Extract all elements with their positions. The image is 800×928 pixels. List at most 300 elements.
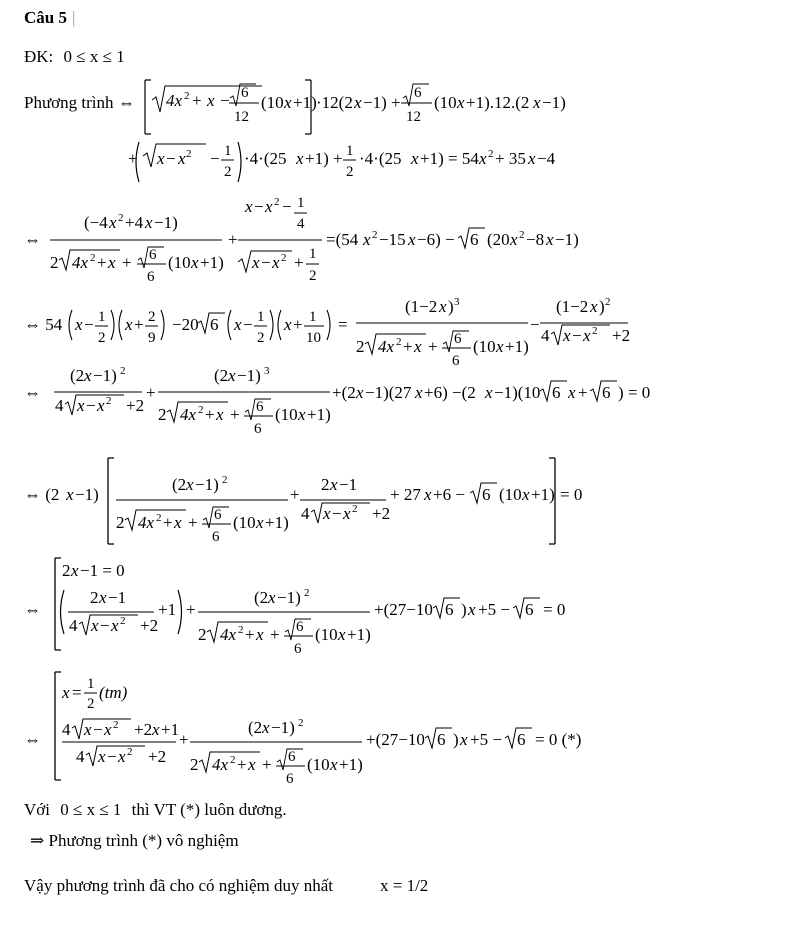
svg-text:−4: −4 bbox=[537, 149, 556, 168]
svg-text:+: + bbox=[128, 149, 138, 168]
svg-text:4x: 4x bbox=[212, 755, 229, 774]
svg-text:+1) +: +1) + bbox=[305, 149, 343, 168]
svg-text:(10: (10 bbox=[434, 93, 457, 112]
svg-text:x: x bbox=[496, 337, 504, 356]
question-heading: Câu 5 bbox=[24, 8, 67, 27]
svg-text:x: x bbox=[186, 475, 194, 494]
svg-text:2: 2 bbox=[156, 512, 162, 524]
svg-text:−: − bbox=[572, 326, 582, 345]
svg-text:2: 2 bbox=[396, 336, 402, 348]
svg-text:+(27−10: +(27−10 bbox=[374, 600, 433, 619]
svg-text:⇔: ⇔ bbox=[24, 383, 41, 402]
svg-text:2: 2 bbox=[198, 404, 204, 416]
svg-text:+1): +1) bbox=[505, 337, 529, 356]
svg-text:x: x bbox=[411, 149, 419, 168]
svg-text:6: 6 bbox=[256, 399, 264, 415]
svg-text:x: x bbox=[415, 383, 423, 402]
step4 bbox=[24, 365, 650, 437]
svg-text:x: x bbox=[485, 383, 493, 402]
step5 bbox=[24, 458, 582, 545]
svg-text:x: x bbox=[99, 588, 107, 607]
svg-text:−1): −1) bbox=[555, 230, 579, 249]
svg-text:+6) −(2: +6) −(2 bbox=[424, 383, 476, 402]
svg-text:(2: (2 bbox=[248, 718, 263, 737]
svg-text:6: 6 bbox=[286, 771, 294, 787]
svg-text:·4·(25: ·4·(25 bbox=[359, 149, 402, 168]
svg-text:): ) bbox=[448, 297, 454, 316]
implication: ⇒ Phương trình (*) vô nghiệm bbox=[30, 831, 239, 850]
svg-text:x: x bbox=[583, 326, 591, 345]
svg-text:2: 2 bbox=[298, 717, 304, 729]
svg-text:(10: (10 bbox=[473, 337, 496, 356]
svg-text:+: + bbox=[205, 405, 215, 424]
svg-text:6: 6 bbox=[452, 353, 460, 369]
svg-text:x: x bbox=[245, 197, 253, 216]
conclusion-text: Vậy phương trình đã cho có nghiệm duy nhất bbox=[24, 876, 334, 895]
svg-text:x: x bbox=[256, 513, 264, 532]
svg-text:2: 2 bbox=[113, 719, 119, 731]
svg-text:6: 6 bbox=[482, 485, 491, 504]
svg-text:x: x bbox=[354, 93, 362, 112]
svg-text:+1): +1) bbox=[265, 513, 289, 532]
svg-text:6: 6 bbox=[414, 85, 422, 101]
svg-text:x: x bbox=[330, 475, 338, 494]
svg-text:2: 2 bbox=[224, 164, 232, 180]
svg-text:x: x bbox=[97, 396, 105, 415]
step1-line2 bbox=[128, 142, 556, 182]
svg-text:6: 6 bbox=[210, 315, 219, 334]
svg-text:+: + bbox=[262, 755, 272, 774]
svg-text:x: x bbox=[77, 396, 85, 415]
svg-text:+: + bbox=[188, 513, 198, 532]
svg-text:6: 6 bbox=[147, 269, 155, 285]
svg-text:4x: 4x bbox=[180, 405, 197, 424]
svg-text:+1): +1) bbox=[347, 625, 371, 644]
svg-text:4: 4 bbox=[541, 326, 550, 345]
svg-text:(tm): (tm) bbox=[99, 683, 128, 702]
svg-text:9: 9 bbox=[148, 330, 156, 346]
svg-text:x: x bbox=[414, 337, 422, 356]
svg-text:(10: (10 bbox=[261, 93, 284, 112]
svg-text:): ) bbox=[453, 730, 459, 749]
svg-text:2: 2 bbox=[190, 755, 199, 774]
svg-text:2: 2 bbox=[238, 624, 244, 636]
svg-text:=(54: =(54 bbox=[326, 230, 359, 249]
svg-text:4x: 4x bbox=[378, 337, 395, 356]
svg-text:−6) −: −6) − bbox=[417, 230, 455, 249]
svg-text:+: + bbox=[228, 230, 238, 249]
svg-text:(2: (2 bbox=[214, 366, 229, 385]
svg-text:x: x bbox=[91, 616, 99, 635]
svg-text:2: 2 bbox=[222, 474, 228, 486]
remark-range: 0 ≤ x ≤ 1 bbox=[60, 800, 122, 819]
svg-text:4x: 4x bbox=[166, 91, 183, 110]
svg-text:+: + bbox=[186, 600, 196, 619]
svg-text:6: 6 bbox=[288, 749, 296, 765]
svg-text:+: + bbox=[146, 383, 156, 402]
svg-text:x: x bbox=[62, 683, 70, 702]
svg-text:+2: +2 bbox=[126, 396, 145, 415]
svg-text:x: x bbox=[323, 504, 331, 523]
svg-text:6: 6 bbox=[602, 383, 611, 402]
conclusion-answer: x = 1/2 bbox=[380, 876, 429, 895]
svg-text:+: + bbox=[293, 315, 303, 334]
svg-text:+2: +2 bbox=[148, 747, 167, 766]
svg-text:(10: (10 bbox=[233, 513, 256, 532]
svg-text:4: 4 bbox=[76, 747, 85, 766]
remark-suffix: thì VT (*) luôn dương. bbox=[131, 800, 287, 819]
svg-text:6: 6 bbox=[454, 331, 462, 347]
svg-text:x: x bbox=[424, 485, 432, 504]
svg-text:2: 2 bbox=[50, 253, 59, 272]
svg-text:+ 27: + 27 bbox=[390, 485, 421, 504]
svg-text:1: 1 bbox=[257, 309, 265, 325]
svg-text:=: = bbox=[72, 683, 82, 702]
svg-text:x: x bbox=[563, 326, 571, 345]
step6 bbox=[24, 558, 565, 657]
svg-text:+2: +2 bbox=[612, 326, 631, 345]
svg-text:4: 4 bbox=[62, 720, 71, 739]
svg-text:x: x bbox=[178, 149, 186, 168]
svg-text:x: x bbox=[330, 755, 338, 774]
svg-text:4: 4 bbox=[55, 396, 64, 415]
svg-text:x: x bbox=[533, 93, 541, 112]
svg-text:x: x bbox=[98, 747, 106, 766]
svg-text:x: x bbox=[298, 405, 306, 424]
svg-text:−: − bbox=[243, 315, 253, 334]
svg-text:·4·(25: ·4·(25 bbox=[244, 149, 287, 168]
svg-text:2: 2 bbox=[304, 587, 310, 599]
svg-text:+: + bbox=[97, 253, 107, 272]
svg-text:2: 2 bbox=[519, 229, 525, 241]
svg-text:+: + bbox=[290, 485, 300, 504]
svg-text:x: x bbox=[408, 230, 416, 249]
svg-text:⇔: ⇔ bbox=[24, 600, 41, 619]
svg-text:2: 2 bbox=[87, 696, 95, 712]
svg-text:+5 −: +5 − bbox=[470, 730, 502, 749]
svg-text:2: 2 bbox=[346, 164, 354, 180]
svg-text:x: x bbox=[104, 720, 112, 739]
svg-text:2: 2 bbox=[158, 405, 167, 424]
svg-text:−: − bbox=[332, 504, 342, 523]
svg-text:+6 −: +6 − bbox=[433, 485, 465, 504]
svg-text:⇔: ⇔ bbox=[24, 230, 41, 249]
svg-text:−15: −15 bbox=[379, 230, 406, 249]
svg-text:+1: +1 bbox=[158, 600, 177, 619]
svg-text:x: x bbox=[207, 91, 215, 110]
svg-text:−1): −1) bbox=[237, 366, 261, 385]
svg-text:2: 2 bbox=[90, 588, 99, 607]
svg-text:+(27−10: +(27−10 bbox=[366, 730, 425, 749]
svg-text:−1: −1 bbox=[108, 588, 127, 607]
svg-text:x: x bbox=[284, 93, 292, 112]
svg-text:4: 4 bbox=[301, 504, 310, 523]
svg-text:x: x bbox=[590, 297, 598, 316]
svg-text:x: x bbox=[66, 485, 74, 504]
svg-text:−: − bbox=[210, 149, 220, 168]
svg-text:+: + bbox=[245, 625, 255, 644]
svg-text:x: x bbox=[228, 366, 236, 385]
step1-line1 bbox=[118, 80, 566, 134]
svg-text:+2: +2 bbox=[140, 616, 159, 635]
svg-text:x: x bbox=[109, 213, 117, 232]
svg-text:2: 2 bbox=[62, 561, 71, 580]
svg-text:x: x bbox=[363, 230, 371, 249]
domain-label: ĐK: bbox=[24, 47, 54, 66]
svg-text:x: x bbox=[284, 315, 292, 334]
step7 bbox=[24, 672, 581, 787]
svg-text:6: 6 bbox=[149, 247, 157, 263]
svg-text:(1−2: (1−2 bbox=[556, 297, 589, 316]
svg-text:2: 2 bbox=[127, 746, 133, 758]
svg-text:x: x bbox=[75, 315, 83, 334]
svg-text:(2: (2 bbox=[172, 475, 187, 494]
svg-text:= 0: = 0 bbox=[560, 485, 583, 504]
svg-text:+2: +2 bbox=[372, 504, 391, 523]
svg-text:+: + bbox=[163, 513, 173, 532]
svg-text:x: x bbox=[125, 315, 133, 334]
svg-text:x: x bbox=[152, 720, 160, 739]
svg-text:−: − bbox=[86, 396, 96, 415]
svg-text:2: 2 bbox=[309, 268, 317, 284]
svg-text:2: 2 bbox=[592, 325, 598, 337]
svg-text:2: 2 bbox=[230, 754, 236, 766]
svg-text:2: 2 bbox=[352, 503, 358, 515]
svg-text:2: 2 bbox=[356, 337, 365, 356]
remark-prefix: Với bbox=[24, 800, 50, 819]
svg-text:x: x bbox=[272, 253, 280, 272]
svg-text:x: x bbox=[252, 253, 260, 272]
svg-text:2: 2 bbox=[120, 615, 126, 627]
svg-text:2: 2 bbox=[274, 196, 280, 208]
svg-text:+: + bbox=[179, 730, 189, 749]
svg-text:⇔: ⇔ bbox=[24, 730, 41, 749]
svg-text:1: 1 bbox=[224, 143, 232, 159]
svg-text:4: 4 bbox=[69, 616, 78, 635]
svg-text:−1): −1) bbox=[93, 366, 117, 385]
svg-text:x: x bbox=[248, 755, 256, 774]
svg-text:+2: +2 bbox=[134, 720, 153, 739]
svg-text:2: 2 bbox=[116, 513, 125, 532]
svg-text:4x: 4x bbox=[72, 253, 89, 272]
svg-text:+1).12.(2: +1).12.(2 bbox=[466, 93, 530, 112]
svg-text:x: x bbox=[296, 149, 304, 168]
svg-text:2: 2 bbox=[148, 309, 156, 325]
svg-text:x: x bbox=[145, 213, 153, 232]
svg-text:x: x bbox=[457, 93, 465, 112]
svg-text:6: 6 bbox=[296, 619, 304, 635]
svg-text:+: + bbox=[134, 315, 144, 334]
svg-text:2: 2 bbox=[118, 212, 124, 224]
svg-text:−1): −1) bbox=[542, 93, 566, 112]
svg-text:−: − bbox=[220, 91, 230, 110]
svg-text:2: 2 bbox=[120, 365, 126, 377]
svg-text:−: − bbox=[100, 616, 110, 635]
svg-text:x: x bbox=[460, 730, 468, 749]
svg-text:): ) bbox=[599, 297, 605, 316]
svg-text:+: + bbox=[230, 405, 240, 424]
svg-text:x: x bbox=[118, 747, 126, 766]
svg-text:1: 1 bbox=[309, 309, 317, 325]
svg-text:−8: −8 bbox=[526, 230, 545, 249]
svg-text:1: 1 bbox=[87, 676, 95, 692]
step3 bbox=[24, 296, 630, 369]
svg-text:+1) = 54: +1) = 54 bbox=[420, 149, 479, 168]
svg-text:6: 6 bbox=[241, 85, 249, 101]
svg-text:+1): +1) bbox=[307, 405, 331, 424]
svg-text:x: x bbox=[568, 383, 576, 402]
svg-text:2: 2 bbox=[184, 90, 190, 102]
svg-text:+: + bbox=[578, 383, 588, 402]
svg-text:1: 1 bbox=[346, 143, 354, 159]
svg-text:−1: −1 bbox=[339, 475, 358, 494]
svg-text:+1): +1) bbox=[293, 93, 317, 112]
svg-text:10: 10 bbox=[306, 330, 321, 346]
svg-text:(10: (10 bbox=[275, 405, 298, 424]
svg-text:6: 6 bbox=[437, 730, 446, 749]
svg-text:x: x bbox=[111, 616, 119, 635]
svg-text:−: − bbox=[261, 253, 271, 272]
svg-text:(10: (10 bbox=[168, 253, 191, 272]
svg-text:−1) +: −1) + bbox=[363, 93, 401, 112]
svg-text:x: x bbox=[84, 720, 92, 739]
svg-text:+1): +1) bbox=[200, 253, 224, 272]
svg-text:−: − bbox=[254, 197, 264, 216]
svg-text:2: 2 bbox=[605, 296, 611, 308]
svg-text:x: x bbox=[439, 297, 447, 316]
svg-text:6: 6 bbox=[254, 421, 262, 437]
svg-text:x: x bbox=[174, 513, 182, 532]
svg-text:) = 0: ) = 0 bbox=[618, 383, 651, 402]
svg-text:6: 6 bbox=[294, 641, 302, 657]
svg-text:+: + bbox=[270, 625, 280, 644]
svg-text:x: x bbox=[262, 718, 270, 737]
svg-text:x: x bbox=[546, 230, 554, 249]
svg-text:2: 2 bbox=[98, 330, 106, 346]
step1-label: Phương trình bbox=[24, 93, 114, 112]
svg-text:−: − bbox=[84, 315, 94, 334]
svg-text:−1)(27: −1)(27 bbox=[365, 383, 412, 402]
svg-text:2: 2 bbox=[186, 148, 192, 160]
svg-text:=: = bbox=[338, 315, 348, 334]
svg-text:6: 6 bbox=[214, 507, 222, 523]
svg-text:= 0 (*): = 0 (*) bbox=[535, 730, 582, 749]
svg-text:2: 2 bbox=[372, 229, 378, 241]
svg-text:x: x bbox=[256, 625, 264, 644]
svg-text:x: x bbox=[191, 253, 199, 272]
cursor-mark: | bbox=[72, 8, 76, 27]
svg-text:6: 6 bbox=[445, 600, 454, 619]
svg-text:+: + bbox=[294, 253, 304, 272]
svg-text:3: 3 bbox=[454, 296, 460, 308]
svg-text:12: 12 bbox=[234, 109, 249, 125]
svg-text:6: 6 bbox=[470, 230, 479, 249]
svg-text:+ 35: + 35 bbox=[495, 149, 526, 168]
svg-text:): ) bbox=[461, 600, 467, 619]
svg-text:x: x bbox=[234, 315, 242, 334]
svg-text:−1): −1) bbox=[271, 718, 295, 737]
svg-text:= 0: = 0 bbox=[543, 600, 566, 619]
svg-text:⇔: ⇔ bbox=[118, 93, 135, 112]
svg-text:+4: +4 bbox=[125, 213, 144, 232]
svg-text:2: 2 bbox=[257, 330, 265, 346]
svg-text:x: x bbox=[343, 504, 351, 523]
svg-text:x: x bbox=[216, 405, 224, 424]
svg-text:(10: (10 bbox=[315, 625, 338, 644]
svg-text:6: 6 bbox=[552, 383, 561, 402]
svg-text:(2: (2 bbox=[254, 588, 269, 607]
svg-text:(20: (20 bbox=[487, 230, 510, 249]
svg-text:4: 4 bbox=[297, 216, 305, 232]
svg-text:(−4: (−4 bbox=[84, 213, 108, 232]
svg-text:−1): −1) bbox=[154, 213, 178, 232]
svg-text:x: x bbox=[528, 149, 536, 168]
svg-text:+5 −: +5 − bbox=[478, 600, 510, 619]
svg-text:x: x bbox=[265, 197, 273, 216]
svg-text:x: x bbox=[268, 588, 276, 607]
svg-text:+1): +1) bbox=[339, 755, 363, 774]
svg-text:−: − bbox=[530, 315, 540, 334]
svg-text:−: − bbox=[282, 197, 292, 216]
svg-text:x: x bbox=[468, 600, 476, 619]
svg-text:+1): +1) bbox=[531, 485, 555, 504]
svg-text:x: x bbox=[157, 149, 165, 168]
svg-text:x: x bbox=[108, 253, 116, 272]
svg-text:6: 6 bbox=[212, 529, 220, 545]
svg-text:+: + bbox=[403, 337, 413, 356]
svg-text:−1): −1) bbox=[277, 588, 301, 607]
svg-text:⇔ 54: ⇔ 54 bbox=[24, 315, 63, 334]
domain-inequality: 0 ≤ x ≤ 1 bbox=[63, 47, 125, 66]
svg-text:+: + bbox=[122, 253, 132, 272]
svg-text:3: 3 bbox=[264, 365, 270, 377]
svg-text:·12(2: ·12(2 bbox=[316, 93, 353, 112]
svg-text:−20: −20 bbox=[172, 315, 199, 334]
svg-text:−1)(10: −1)(10 bbox=[494, 383, 541, 402]
svg-text:1: 1 bbox=[297, 195, 305, 211]
svg-text:+(2: +(2 bbox=[332, 383, 356, 402]
svg-text:x: x bbox=[84, 366, 92, 385]
svg-text:6: 6 bbox=[525, 600, 534, 619]
svg-text:4x: 4x bbox=[138, 513, 155, 532]
svg-text:1: 1 bbox=[98, 309, 106, 325]
svg-text:⇔ (2: ⇔ (2 bbox=[24, 485, 60, 504]
svg-text:12: 12 bbox=[406, 109, 421, 125]
svg-text:2: 2 bbox=[90, 252, 96, 264]
step2 bbox=[24, 195, 579, 285]
svg-text:−1): −1) bbox=[75, 485, 99, 504]
svg-text:−1 = 0: −1 = 0 bbox=[80, 561, 125, 580]
svg-text:2: 2 bbox=[198, 625, 207, 644]
svg-text:2: 2 bbox=[488, 148, 494, 160]
svg-text:(2: (2 bbox=[70, 366, 85, 385]
svg-text:x: x bbox=[71, 561, 79, 580]
svg-text:4x: 4x bbox=[220, 625, 237, 644]
svg-text:x: x bbox=[522, 485, 530, 504]
svg-text:2: 2 bbox=[106, 395, 112, 407]
svg-text:+: + bbox=[192, 91, 202, 110]
svg-text:+: + bbox=[428, 337, 438, 356]
svg-text:2: 2 bbox=[281, 252, 287, 264]
svg-text:6: 6 bbox=[517, 730, 526, 749]
svg-text:x: x bbox=[338, 625, 346, 644]
svg-text:−: − bbox=[93, 720, 103, 739]
svg-text:x: x bbox=[479, 149, 487, 168]
svg-text:−1): −1) bbox=[195, 475, 219, 494]
svg-text:2: 2 bbox=[321, 475, 330, 494]
svg-text:x: x bbox=[510, 230, 518, 249]
svg-text:x: x bbox=[356, 383, 364, 402]
